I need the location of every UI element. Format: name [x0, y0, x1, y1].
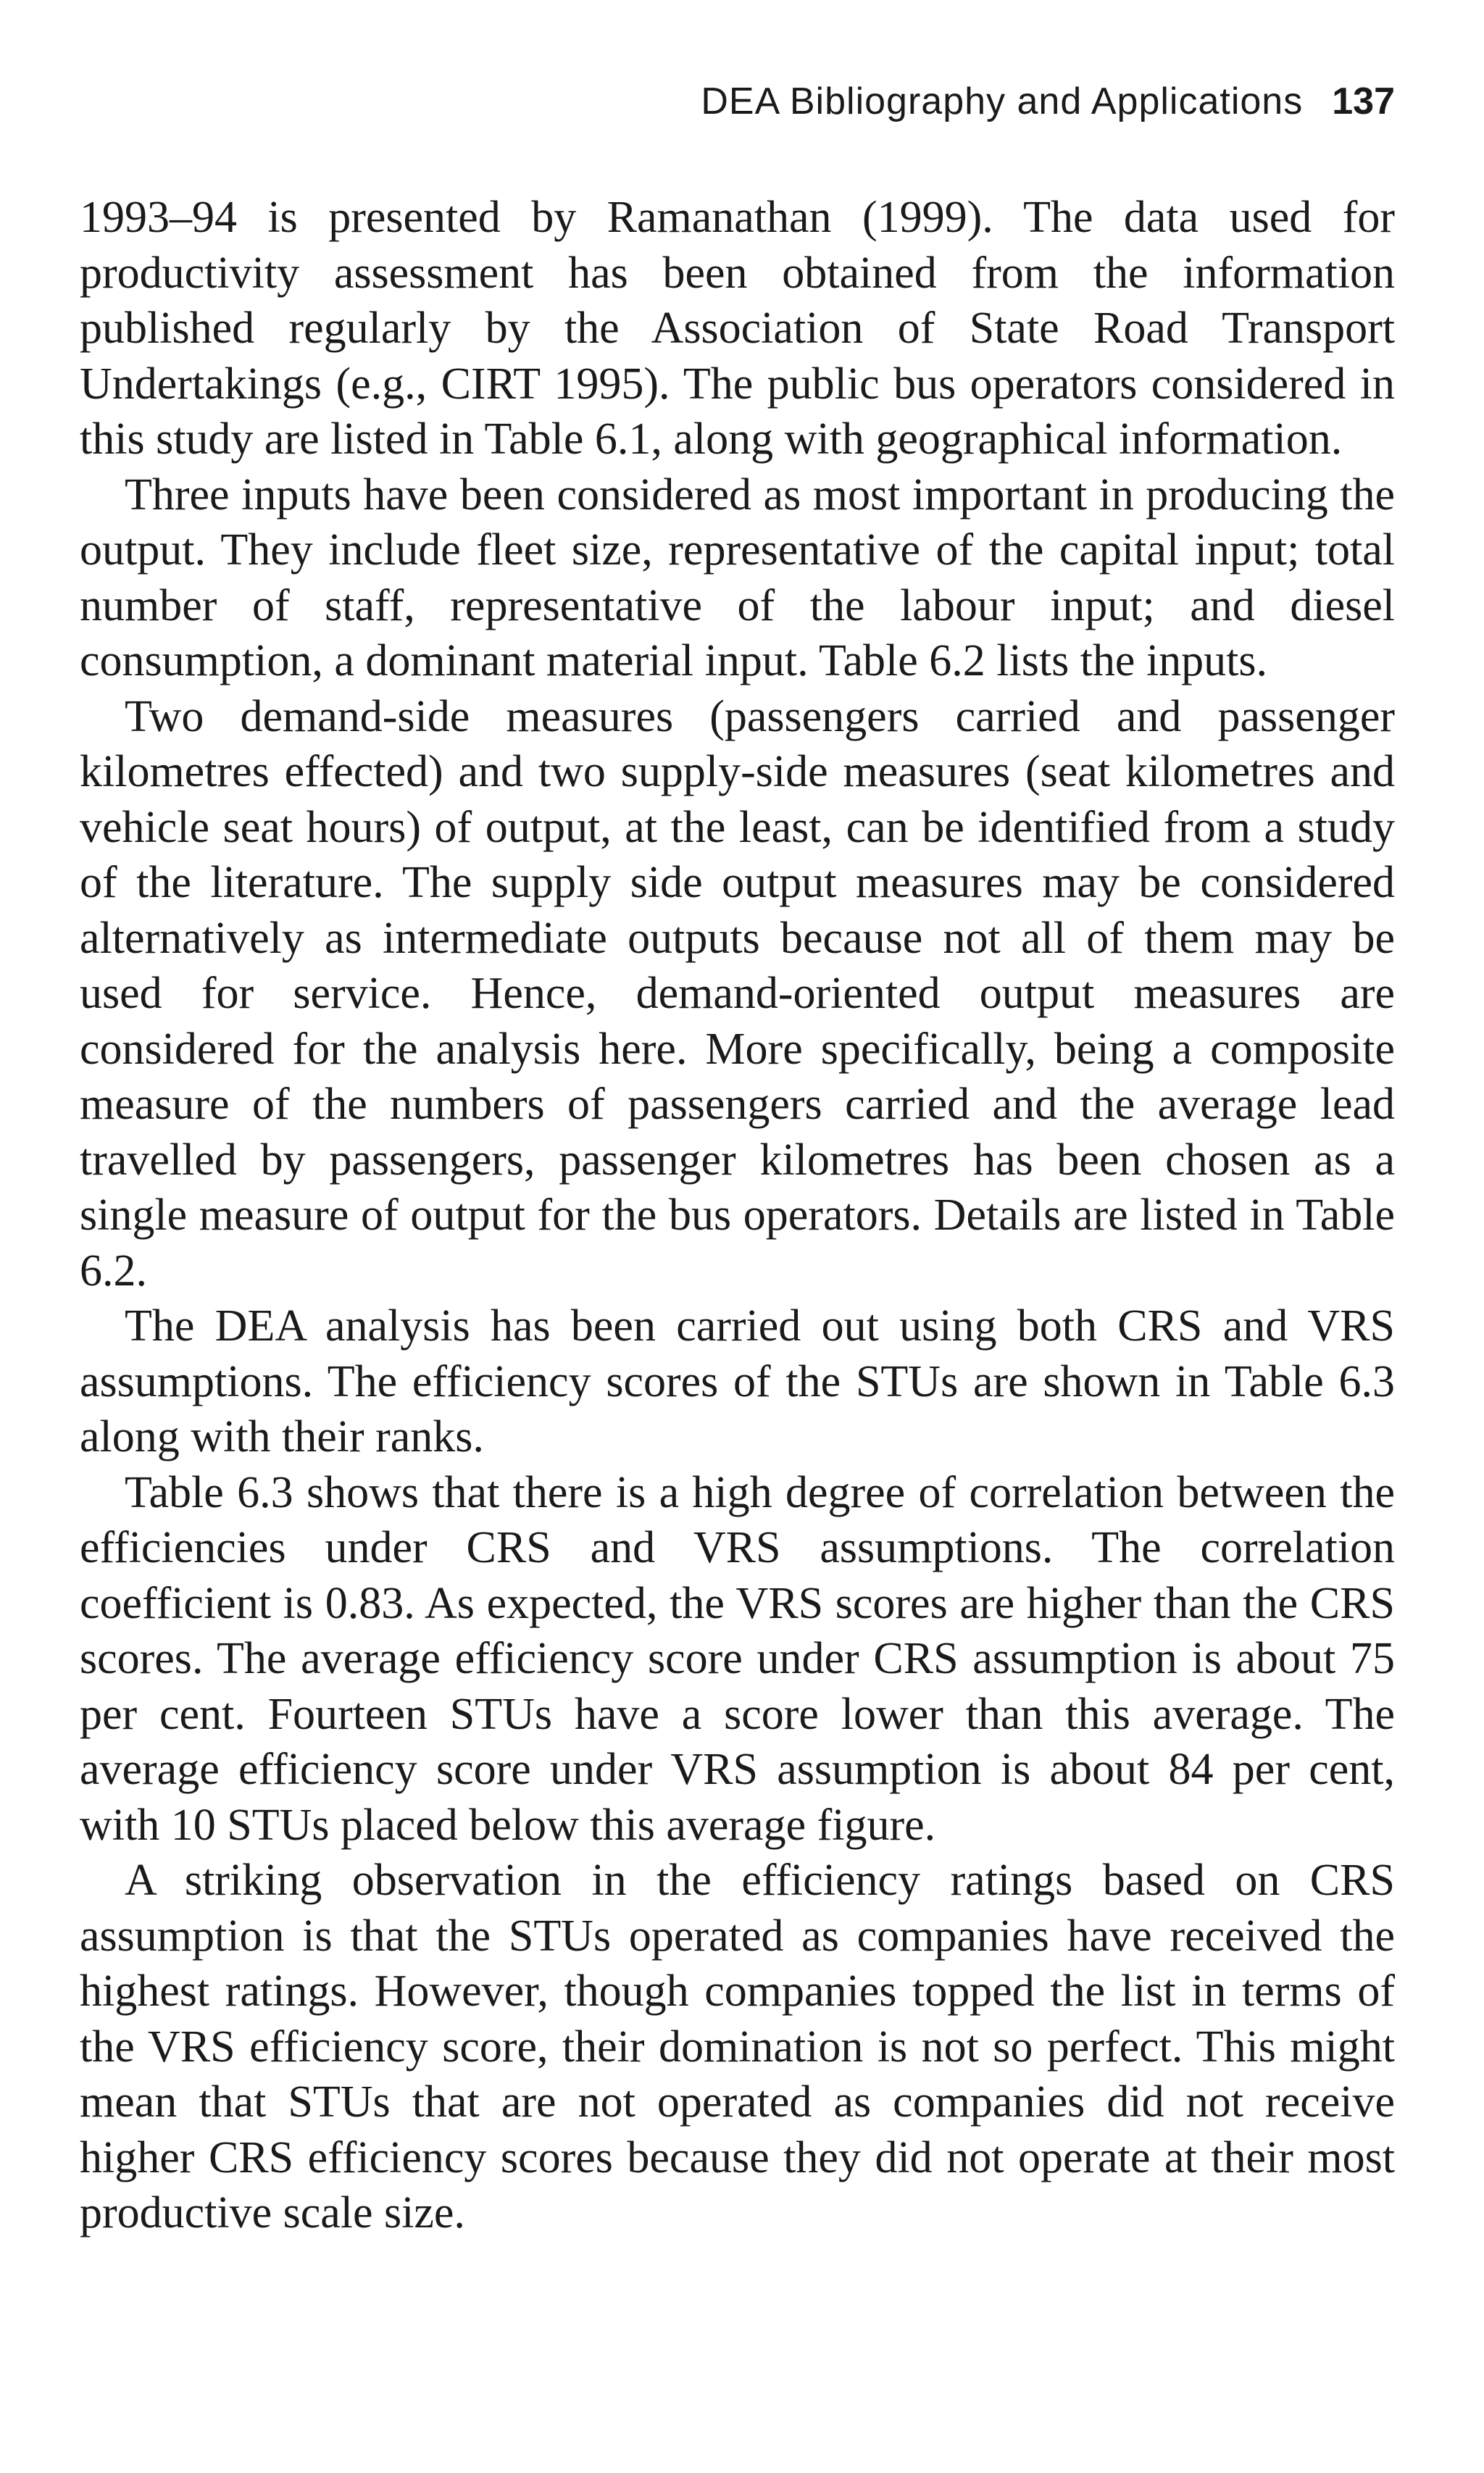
- paragraph-6: A striking observation in the efficiency ratings based on CRS assumption is that the STUs operated as companies have received the highest ratings. However, though companies topped the list in terms of the VRS efficiency score, their domination is not so perfect. This might mean that STUs that are not operated as companies did not receive higher CRS efficiency scores because they did not operate at their most productive scale size.: [80, 1856, 1395, 2238]
- body-text: [80, 190, 1395, 2241]
- running-header: [80, 72, 1395, 130]
- paragraph-4: The DEA analysis has been carried out using both CRS and VRS assumptions. The efficiency scores of the STUs are shown in Table 6.3 along with their ranks.: [80, 1301, 1395, 1461]
- running-title: DEA Bibliography and Applications: [701, 80, 1304, 122]
- book-page: [80, 72, 1395, 2241]
- paragraph-2: Three inputs have been considered as most important in producing the output. They include fleet size, representative of the capital input; total number of staff, representative of the labour input; and diesel consumption, a dominant material input. Table 6.2 lists the inputs.: [80, 470, 1395, 685]
- page-number: 137: [1332, 80, 1395, 122]
- paragraph-3: Two demand-side measures (passengers carried and passenger kilometres effected) and two supply-side measures (seat kilometres and vehicle seat hours) of output, at the least, can be identified from a study of the literature. The supply side output measures may be considered alternatively as intermediate outputs because not all of them may be used for service. Hence, demand-oriented output measures are considered for the analysis here. More specifically, being a composite measure of the numbers of passengers carried and the average lead travelled by passengers, passenger kilometres has been chosen as a single measure of output for the bus operators. Details are listed in Table 6.2.: [80, 691, 1395, 1296]
- paragraph-1: 1993–94 is presented by Ramanathan (1999). The data used for productivity assessment has been obtained from the information published regularly by the Association of State Road Transport Undertakings (e.g., CIRT 1995). The public bus operators considered in this study are listed in Table 6.1, along with geographical information.: [80, 193, 1395, 464]
- paragraph-5: Table 6.3 shows that there is a high degree of correlation between the efficiencies under CRS and VRS assumptions. The correlation coefficient is 0.83. As expected, the VRS scores are higher than the CRS scores. The average efficiency score under CRS assumption is about 75 per cent. Fourteen STUs have a score lower than this average. The average efficiency score under VRS assumption is about 84 per cent, with 10 STUs placed below this average figure.: [80, 1467, 1395, 1850]
